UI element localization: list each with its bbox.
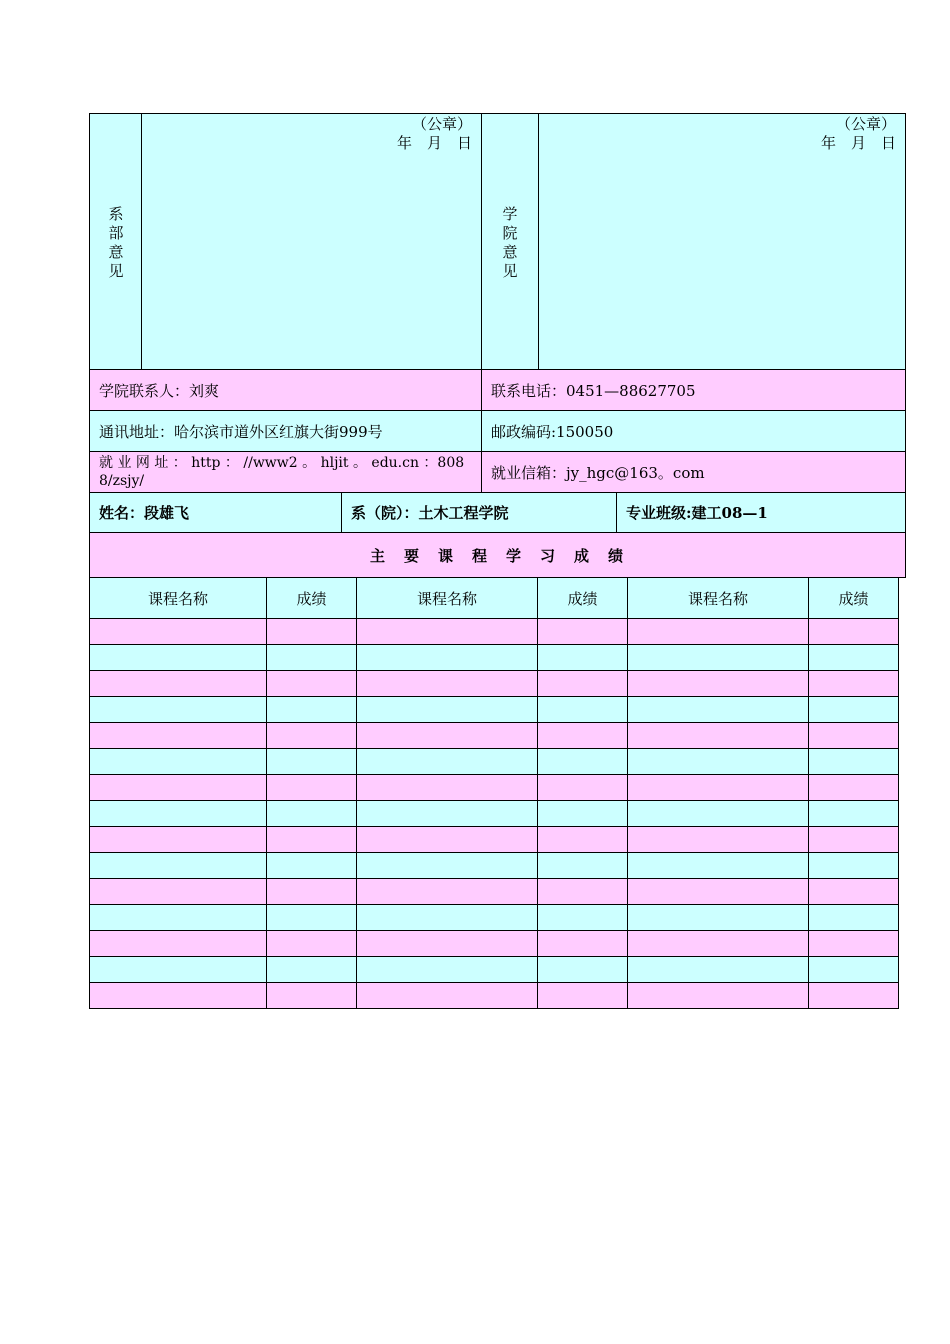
course-name-cell[interactable] xyxy=(628,697,809,723)
score-cell[interactable] xyxy=(809,905,899,931)
grade-row xyxy=(90,749,899,775)
course-name-cell[interactable] xyxy=(90,619,267,645)
grade-row xyxy=(90,801,899,827)
course-name-cell[interactable] xyxy=(90,853,267,879)
course-name-cell[interactable] xyxy=(357,671,538,697)
grades-table xyxy=(89,577,899,1009)
score-cell[interactable] xyxy=(809,957,899,983)
column-header-course: 课程名称 xyxy=(90,578,267,619)
course-name-cell[interactable] xyxy=(628,671,809,697)
score-cell[interactable] xyxy=(809,619,899,645)
score-cell[interactable] xyxy=(809,749,899,775)
grade-row xyxy=(90,645,899,671)
course-name-cell[interactable] xyxy=(628,983,809,1009)
score-cell[interactable] xyxy=(538,853,628,879)
score-cell[interactable] xyxy=(538,905,628,931)
postcode: 邮政编码:150050 xyxy=(491,423,614,441)
score-cell[interactable] xyxy=(538,749,628,775)
score-cell[interactable] xyxy=(538,775,628,801)
course-name-cell[interactable] xyxy=(357,905,538,931)
grade-row xyxy=(90,827,899,853)
contact-person-cell xyxy=(89,369,482,411)
course-name-cell[interactable] xyxy=(628,645,809,671)
student-department: 系（院）：土木工程学院 xyxy=(351,504,509,522)
course-name-cell[interactable] xyxy=(628,775,809,801)
dept-date-text: 年 月 日 xyxy=(396,134,472,152)
course-name-cell[interactable] xyxy=(628,619,809,645)
student-class: 专业班级:建工08—1 xyxy=(626,504,768,522)
course-name-cell[interactable] xyxy=(628,801,809,827)
college-date-text: 年 月 日 xyxy=(820,134,896,152)
score-cell[interactable] xyxy=(267,723,357,749)
score-cell[interactable] xyxy=(267,853,357,879)
course-name-cell[interactable] xyxy=(628,879,809,905)
score-cell[interactable] xyxy=(538,723,628,749)
course-name-cell[interactable] xyxy=(357,801,538,827)
course-name-cell[interactable] xyxy=(357,983,538,1009)
course-name-cell[interactable] xyxy=(90,723,267,749)
course-name-cell[interactable] xyxy=(628,905,809,931)
course-name-cell[interactable] xyxy=(90,957,267,983)
score-cell[interactable] xyxy=(267,749,357,775)
course-name-cell[interactable] xyxy=(90,749,267,775)
divider xyxy=(481,113,482,370)
course-name-cell[interactable] xyxy=(357,931,538,957)
grade-row xyxy=(90,879,899,905)
course-name-cell[interactable] xyxy=(628,957,809,983)
course-name-cell[interactable] xyxy=(628,853,809,879)
column-header-course: 课程名称 xyxy=(357,578,538,619)
score-cell[interactable] xyxy=(538,827,628,853)
course-name-cell[interactable] xyxy=(628,931,809,957)
website-link[interactable]: 就 业 网 址 ： http ： //www2 。 hljit 。 edu.cn ：8088/zsjy/ xyxy=(99,455,465,489)
course-name-cell[interactable] xyxy=(357,749,538,775)
score-cell[interactable] xyxy=(538,957,628,983)
course-name-cell[interactable] xyxy=(357,645,538,671)
grade-row xyxy=(90,957,899,983)
course-name-cell[interactable] xyxy=(90,775,267,801)
score-cell[interactable] xyxy=(538,931,628,957)
score-cell[interactable] xyxy=(267,619,357,645)
course-name-cell[interactable] xyxy=(90,671,267,697)
college-seal-text: （公章） xyxy=(835,115,896,133)
score-cell[interactable] xyxy=(809,775,899,801)
website-cell xyxy=(89,451,482,493)
score-cell[interactable] xyxy=(809,645,899,671)
score-cell[interactable] xyxy=(538,697,628,723)
divider xyxy=(538,113,539,370)
score-cell[interactable] xyxy=(538,879,628,905)
email-cell xyxy=(481,451,906,493)
score-cell[interactable] xyxy=(267,775,357,801)
score-cell[interactable] xyxy=(538,801,628,827)
grade-row xyxy=(90,697,899,723)
score-cell[interactable] xyxy=(267,671,357,697)
score-cell[interactable] xyxy=(538,983,628,1009)
score-cell[interactable] xyxy=(267,827,357,853)
score-cell[interactable] xyxy=(538,619,628,645)
grade-row xyxy=(90,853,899,879)
column-header-course: 课程名称 xyxy=(628,578,809,619)
column-header-score: 成绩 xyxy=(809,578,899,619)
score-cell[interactable] xyxy=(809,983,899,1009)
grades-title-cell xyxy=(89,532,906,578)
score-cell[interactable] xyxy=(267,697,357,723)
student-class-cell xyxy=(616,492,906,533)
student-department-cell xyxy=(341,492,617,533)
score-cell[interactable] xyxy=(267,905,357,931)
course-name-cell[interactable] xyxy=(357,853,538,879)
course-name-cell[interactable] xyxy=(90,645,267,671)
course-name-cell[interactable] xyxy=(90,827,267,853)
college-opinion-label: 学院意见 xyxy=(502,205,518,280)
course-name-cell[interactable] xyxy=(90,905,267,931)
score-cell[interactable] xyxy=(267,645,357,671)
score-cell[interactable] xyxy=(809,931,899,957)
course-name-cell[interactable] xyxy=(357,957,538,983)
student-name-cell xyxy=(89,492,342,533)
grade-row xyxy=(90,775,899,801)
score-cell[interactable] xyxy=(267,957,357,983)
score-cell[interactable] xyxy=(267,931,357,957)
score-cell[interactable] xyxy=(809,827,899,853)
column-header-score: 成绩 xyxy=(267,578,357,619)
course-name-cell[interactable] xyxy=(90,879,267,905)
score-cell[interactable] xyxy=(809,671,899,697)
course-name-cell[interactable] xyxy=(357,619,538,645)
course-name-cell[interactable] xyxy=(357,723,538,749)
score-cell[interactable] xyxy=(809,801,899,827)
course-name-cell[interactable] xyxy=(628,749,809,775)
contact-phone: 联系电话：0451—88627705 xyxy=(491,382,696,400)
postcode-cell xyxy=(481,410,906,452)
grade-row xyxy=(90,905,899,931)
course-name-cell[interactable] xyxy=(90,801,267,827)
student-name: 姓名：段雄飞 xyxy=(99,504,190,522)
dept-opinion-label: 系部意见 xyxy=(108,205,124,280)
course-name-cell[interactable] xyxy=(90,697,267,723)
divider xyxy=(141,113,142,370)
grade-row xyxy=(90,619,899,645)
score-cell[interactable] xyxy=(267,879,357,905)
contact-phone-cell xyxy=(481,369,906,411)
course-name-cell[interactable] xyxy=(357,775,538,801)
course-name-cell[interactable] xyxy=(357,697,538,723)
course-name-cell[interactable] xyxy=(628,723,809,749)
course-name-cell[interactable] xyxy=(90,983,267,1009)
score-cell[interactable] xyxy=(809,879,899,905)
score-cell[interactable] xyxy=(267,983,357,1009)
grade-row xyxy=(90,983,899,1009)
course-name-cell[interactable] xyxy=(357,827,538,853)
score-cell[interactable] xyxy=(809,697,899,723)
grade-row xyxy=(90,723,899,749)
course-name-cell[interactable] xyxy=(357,879,538,905)
score-cell[interactable] xyxy=(267,801,357,827)
score-cell[interactable] xyxy=(809,723,899,749)
address-cell xyxy=(89,410,482,452)
grade-row xyxy=(90,671,899,697)
score-cell[interactable] xyxy=(538,671,628,697)
address: 通讯地址：哈尔滨市道外区红旗大街999号 xyxy=(99,423,383,441)
grade-row xyxy=(90,931,899,957)
dept-seal-text: （公章） xyxy=(411,115,472,133)
grades-header-row xyxy=(90,578,899,619)
contact-person: 学院联系人：刘爽 xyxy=(99,382,220,400)
email-link[interactable]: 就业信箱：jy_hgc@163。com xyxy=(491,464,705,482)
score-cell[interactable] xyxy=(809,853,899,879)
grades-title: 主 要 课 程 学 习 成 绩 xyxy=(369,547,625,565)
course-name-cell[interactable] xyxy=(628,827,809,853)
column-header-score: 成绩 xyxy=(538,578,628,619)
course-name-cell[interactable] xyxy=(90,931,267,957)
score-cell[interactable] xyxy=(538,645,628,671)
grades-body xyxy=(90,619,899,1009)
